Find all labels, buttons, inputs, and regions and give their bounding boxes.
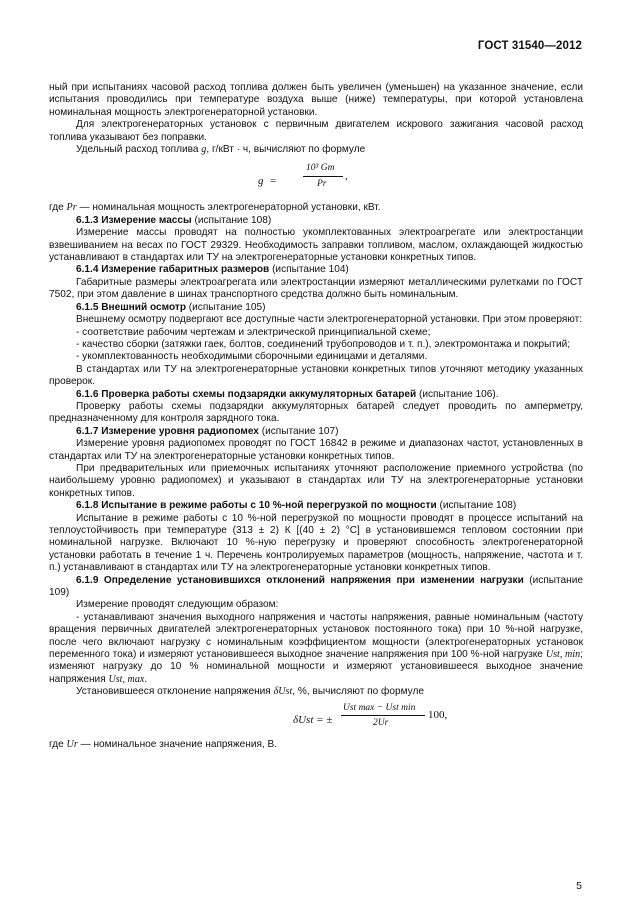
formula2-denominator: 2Ur [373,717,389,728]
list-item: - устанавливают значения выходного напряжения и частоты напряжения, равные номинальным (частоту вращения первичных двигателей электрогенераторных установок постоянного тока) при 10 %-ной нагрузке, после чего включают нагрузку с номинальным коэффициентом мощности (электрогенераторных установок переменного тока) и измеряют установившееся выходное значение напряжения при 100 %-ной нагрузке Ust, min; изменяют нагрузку до 10 % номинальной мощности и измеряют установившееся выходное значение напряжения Ust, max. [49,611,583,685]
formula1-numerator: 10³ Gт [306,163,335,174]
paragraph-specific-consumption: Удельный расход топлива g, г/кВт · ч, вычисляют по формуле [76,144,366,156]
paragraph-spark-ignition: Для электрогенераторных установок с первичным двигателем искрового зажигания часовой расход топлива указывают без поправки. [49,119,583,143]
section-6-1-9-heading: 6.1.9 Определение установившихся отклонений напряжения при изменении нагрузки (испытание 109) [49,574,583,599]
section-6-1-9-text: Измерение проводят следующим образом: [76,599,279,611]
section-6-1-8-text: Испытание в режиме работы с 10 %-ной перегрузкой по мощности проводят в процессе испытаний на теплоустойчивость при температуре (313 ± 2) К [(40 ± 2) °С] в установившемся тепловом состоянии при номинальной нагрузке. Включают 10 %-ную перегрузку и проверяют способность электрогенераторной установки работать в течение 1 ч. Перечень контролируемых параметров (мощность, напряжение, частота и т. п.) устанавливают в стандартах или ТУ на электрогенераторные установки конкретных типов. [49,512,583,574]
section-6-1-7-text2: При предварительных или приемочных испытаниях уточняют расположение приемного устройства (по наибольшему уровню радиопомех) и указывают в стандартах или ТУ на электрогенераторные установки конкретных типов. [49,462,583,499]
formula-voltage-deviation [49,699,583,739]
section-6-1-5-text2: В стандартах или ТУ на электрогенераторные установки конкретных типов уточняют методику указанных проверок. [49,363,583,388]
section-6-1-4-heading: 6.1.4 Измерение габаритных размеров (испытание 104) [76,264,349,276]
formula-specific-fuel-consumption [49,156,583,202]
paragraph-intro: ный при испытаниях часовой расход топлива должен быть увеличен (уменьшен) на указанное значение, если испытания проводились при температуре воздуха выше (ниже) температуры, при которой установлена номинальная мощность электрогенераторной установки. [49,82,583,118]
formula1-tail: , [345,170,348,183]
list-item: - качество сборки (затяжки гаек, болтов, соединений трубопроводов и т. п.), электромонтажа и покрытий; [76,338,571,350]
section-6-1-5-text: Внешнему осмотру подвергают все доступные части электрогенераторной установки. При этом проверяют: [76,314,583,326]
formula1-lhs: g [258,175,264,188]
standard-id: ГОСТ 31540—2012 [477,40,582,52]
formula2-fraction-bar [341,715,425,716]
section-6-1-4-text: Габаритные размеры электроагрегата или электростанции измеряют металлическими рулетками по ГОСТ 7502, при этом давление в шинах транспортного средства должно быть номинальным. [49,276,583,301]
section-6-1-9-text2: Установившееся отклонение напряжения δUst, %, вычисляют по формуле [76,686,424,698]
section-6-1-7-heading: 6.1.7 Измерение уровня радиопомех (испытание 107) [76,425,339,437]
section-6-1-8-heading: 6.1.8 Испытание в режиме работы с 10 %-ной перегрузкой по мощности (испытание 108) [76,500,517,512]
formula1-fraction-bar [303,176,343,177]
page-body [49,82,583,751]
section-6-1-5-heading: 6.1.5 Внешний осмотр (испытание 105) [76,301,266,313]
section-6-1-3-heading: 6.1.3 Измерение массы (испытание 108) [76,214,272,226]
section-6-1-7-text: Измерение уровня радиопомех проводят по ГОСТ 16842 в режиме и диапазонах частот, установленных в стандартах или ТУ на электрогенераторные установки конкретных типов. [49,438,583,462]
formula1-eq: = [270,175,277,188]
page-number: 5 [576,880,582,892]
formula2-tail: 100, [428,708,448,721]
paragraph-where-pr: где Pr — номинальная мощность электрогенераторной установки, кВт. [49,202,381,214]
formula2-lhs: δUst = ± [293,713,333,726]
section-6-1-6-text: Проверку работы схемы подзарядки аккумуляторных батарей следует проводить по амперметру, предназначенному для контроля зарядного тока. [49,400,583,425]
list-item: - укомплектованность необходимыми сборочными единицами и деталями. [76,351,428,363]
paragraph-where-ur: где Ur — номинальное значение напряжения, В. [49,738,278,750]
list-item: - соответствие рабочим чертежам и электрической принципиальной схеме; [76,326,431,338]
formula2-numerator: Ust max − Ust min [343,702,416,713]
section-6-1-6-heading: 6.1.6 Проверка работы схемы подзарядки аккумуляторных батарей (испытание 106). [76,388,499,400]
formula1-denominator: Pr [317,179,327,190]
section-6-1-3-text: Измерение массы проводят на полностью укомплектованных электроагрегате или электростанции взвешиванием на весах по ГОСТ 29329. Необходимость заправки топливом, маслом, охлаждающей жидкостью устанавливают в стандартах или ТУ на электрогенераторные установки конкретных типов. [49,227,583,264]
